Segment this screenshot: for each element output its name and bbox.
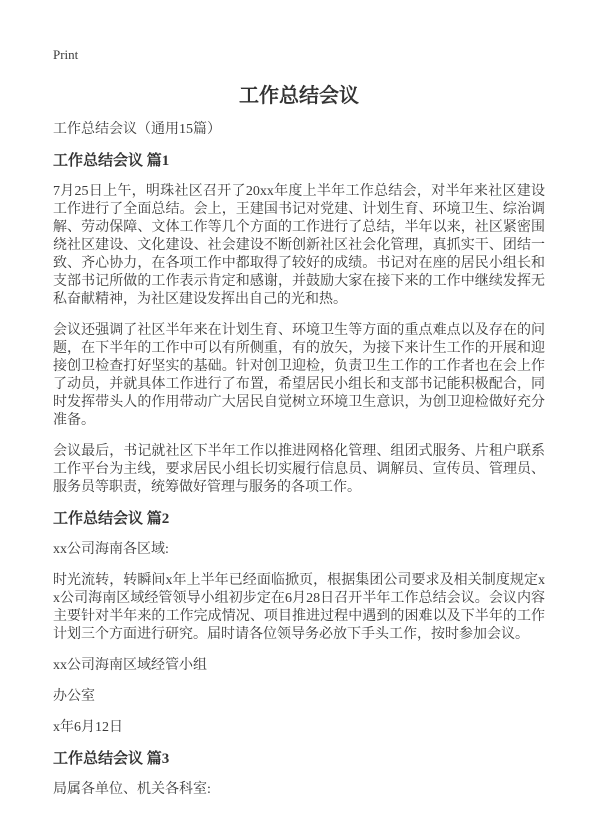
body-paragraph: 7月25日上午，明珠社区召开了20xx年度上半年工作总结会，对半年来社区建设工作进行了全面总结。会上，王建国书记对党建、计划生育、环境卫生、综治调解、劳动保障、文体工作等几个方面的工作进行了总结，半年以来，社区紧密围绕社区建设、文化建设、社会建设不断创新社区社会化管理，真抓实干、团结一致、齐心协力，在各项工作中都取得了较好的成绩。书记对在座的居民小组长和支部书记所做的工作表示肯定和感谢，并鼓励大家在接下来的工作中继续发挥无私奋献精神，为社区建设发挥出自己的光和热。 [53, 184, 545, 307]
print-button[interactable]: Print [53, 47, 79, 62]
section-heading-1: 工作总结会议 篇1 [53, 153, 170, 169]
body-paragraph: xx公司海南各区域: [53, 542, 169, 557]
body-paragraph: 会议还强调了社区半年来在计划生育、环境卫生等方面的重点难点以及存在的问题，在下半年的工作中可以有所侧重，有的放矢，为接下来计生工作的开展和迎接创卫检查打好坚实的基础。针对创卫迎检，负责卫生工作的工作者也在会上作了动员，并就具体工作进行了布置，希望居民小组长和支部书记能积极配合，同时发挥带头人的作用带动广大居民自觉树立环境卫生意识，为创卫迎检做好充分准备。 [53, 323, 545, 428]
body-paragraph: x年6月12日 [53, 720, 123, 735]
section-heading-2: 工作总结会议 篇2 [53, 511, 170, 527]
body-paragraph: 时光流转，转瞬间x年上半年已经面临掀页，根据集团公司要求及相关制度规定xx公司海南区域经管领导小组初步定在6月28日召开半年工作总结会议。会议内容主要针对半年来的工作完成情况、项目推进过程中遇到的困难以及下半年的工作计划三个方面进行研究。届时请各位领导务必放下手头工作，按时参加会议。 [53, 573, 545, 642]
page-title: 工作总结会议 [239, 85, 359, 107]
body-paragraph: 局属各单位、机关各科室: [53, 782, 211, 797]
section-heading-3: 工作总结会议 篇3 [53, 751, 170, 767]
body-paragraph: xx公司海南区域经管小组 [53, 658, 207, 673]
body-paragraph: 会议最后，书记就社区下半年工作以推进网格化管理、组团式服务、片租户联系工作平台为主线，要求居民小组长切实履行信息员、调解员、宣传员、管理员、服务员等职责，统筹做好管理与服务的各项工作。 [53, 444, 545, 495]
doc-subtitle: 工作总结会议（通用15篇） [53, 122, 221, 137]
body-paragraph: 办公室 [53, 689, 95, 704]
